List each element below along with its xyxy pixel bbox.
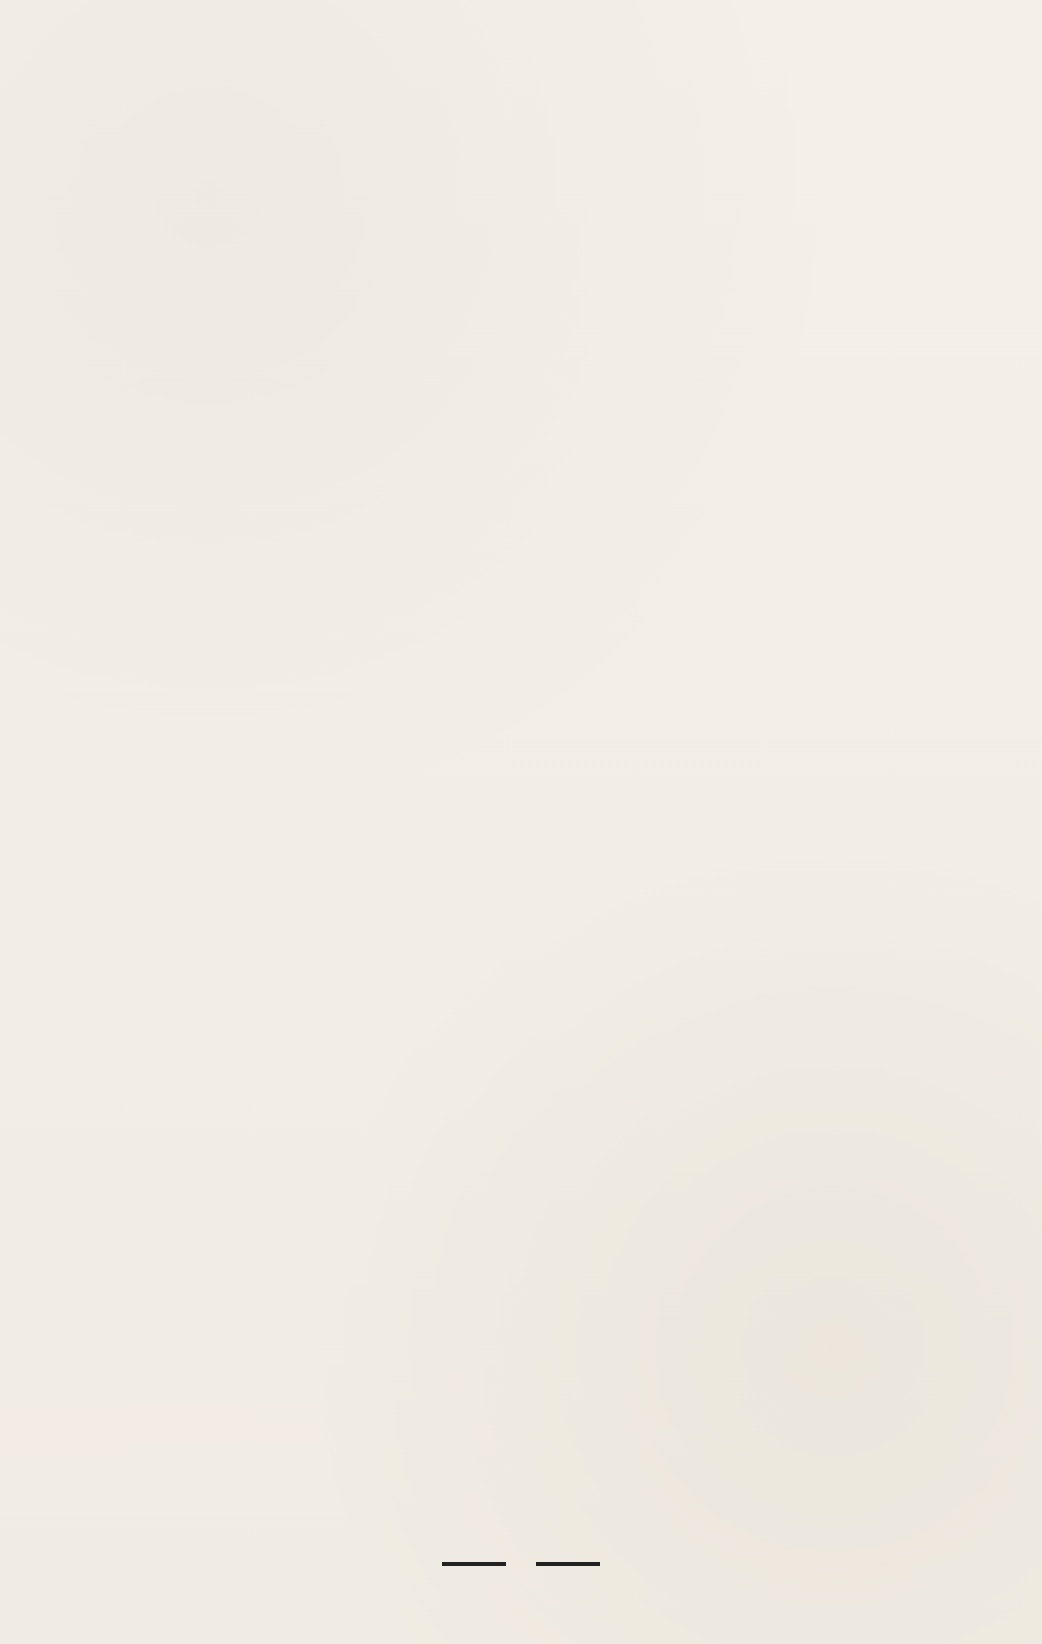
page-footer: [0, 1553, 1042, 1572]
page-number-right-dash: [442, 1562, 506, 1566]
page-number-left-dash: [536, 1562, 600, 1566]
